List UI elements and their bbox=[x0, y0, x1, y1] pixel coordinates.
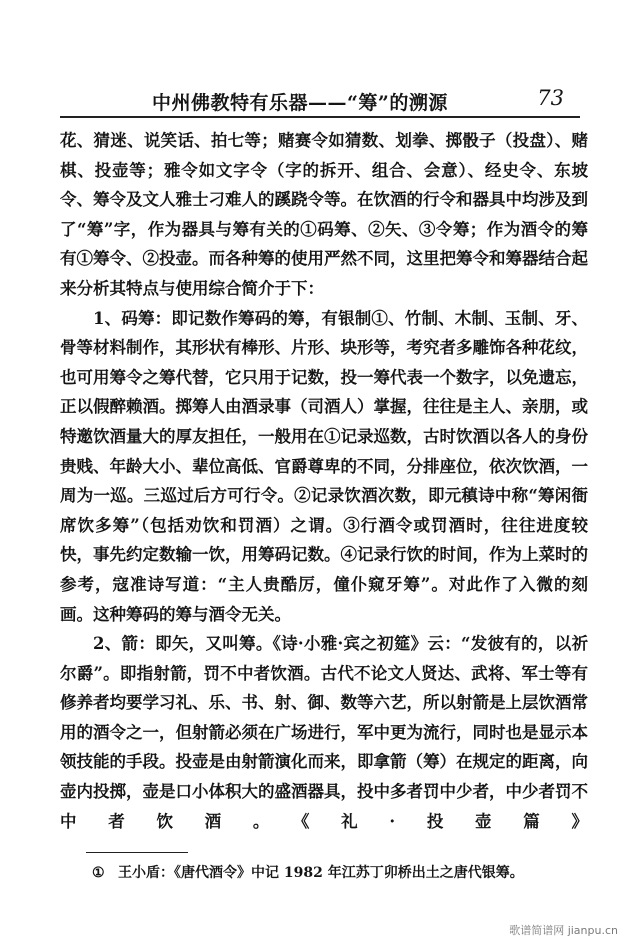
body-text bbox=[60, 126, 588, 836]
paragraph-continuation: 花、猜迷、说笑话、拍七等；赌赛令如猜数、划拳、掷骰子（投盘）、赌棋、投壶等；雅令如文字令（字的拆开、组合、会意）、经史令、东坡令、筹令及文人雅士刁难人的蹊跷令等。在饮酒的行令和器具中均涉及到了“筹”字，作为器具与筹有关的①码筹、②矢、③令筹；作为酒令的筹有①筹令、②投壶。而各种筹的使用严然不同，这里把筹令和筹器结合起来分析其特点与使用综合简介于下： bbox=[60, 131, 588, 298]
footnote-rule bbox=[86, 852, 188, 853]
page-number: 73 bbox=[537, 86, 564, 110]
paragraph-code-chips: 1、码筹：即记数作筹码的筹，有银制①、竹制、木制、玉制、牙、骨等材料制作，其形状有棒形、片形、块形等，考究者多雕饰各种花纹，也可用筹令之筹代替，它只用于记数，投一筹代表一个数字，以免遗忘，正以假醉赖酒。掷筹人由酒录事（司酒人）掌握，往往是主人、亲朋，或特邀饮酒量大的厚友担任，一般用在①记录巡数，古时饮酒以各人的身份贵贱、年龄大小、辈位高低、官爵尊卑的不同，分排座位，依次饮酒，一周为一巡。三巡过后方可行令。②记录饮酒次数，即元稹诗中称“筹闲衙席饮多筹”（包括劝饮和罚酒）之谓。③行酒令或罚酒时，往往进度较快，事先约定数输一饮，用筹码记数。④记录行饮的时间，作为上菜时的参考，寇准诗写道：“主人贵酷厉，僮仆窥牙筹”。对此作了入微的刻画。这种筹码的筹与酒令无关。 bbox=[60, 308, 588, 624]
footnote-mark: ① bbox=[92, 865, 105, 881]
footnote-text: 王小盾：《唐代酒令》中记 1982 年江苏丁卯桥出土之唐代银筹。 bbox=[118, 865, 524, 881]
header-rule bbox=[60, 116, 580, 118]
paragraph-arrows: 2、箭：即矢，又叫筹。《诗·小雅·宾之初筵》云：“发彼有的，以祈尔爵”。即指射箭，罚不中者饮酒。古代不论文人贤达、武将、军士等有修养者均要学习礼、乐、书、射、御、数等六艺，所以射箭是上层饮酒常用的酒令之一，但射箭必须在广场进行，军中更为流行，同时也是显示本领技能的手段。投壶是由射箭演化而来，即拿箭（筹）在规定的距离，向壶内投掷，壶是口小体积大的盛酒器具，投中多者罚中少者，中少者罚不中者饮酒。《礼·投壶篇》 bbox=[60, 634, 588, 831]
footnote bbox=[92, 862, 524, 882]
running-header-title: 中州佛教特有乐器——“筹”的溯源 bbox=[152, 92, 448, 114]
running-header bbox=[60, 84, 580, 118]
site-watermark: 歌谱简谱网 jianpu.cn bbox=[509, 924, 618, 937]
